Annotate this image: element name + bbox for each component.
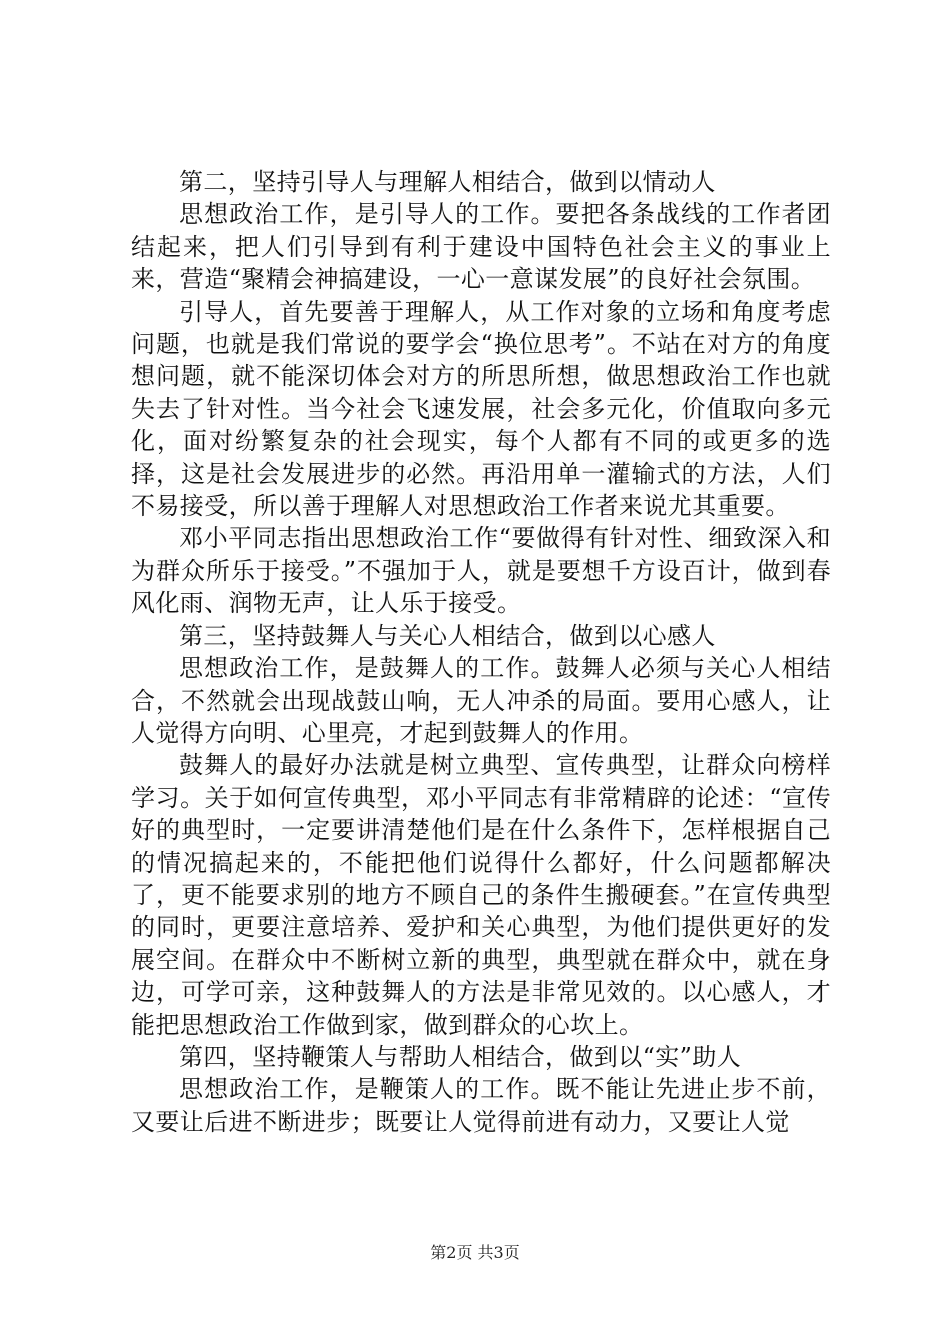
paragraph: 邓小平同志指出思想政治工作“要做得有针对性、细致深入和为群众所乐于接受。”不强加于人，就是要想千方设百计，做到春风化雨、润物无声，让人乐于接受。	[131, 524, 831, 618]
paragraph: 思想政治工作，是鼓舞人的工作。鼓舞人必须与关心人相结合，不然就会出现战鼓山响，无人冲杀的局面。要用心感人，让人觉得方向明、心里亮，才起到鼓舞人的作用。	[131, 654, 831, 747]
document-body	[131, 166, 831, 1138]
heading-point-two: 第二，坚持引导人与理解人相结合，做到以情动人	[179, 168, 716, 196]
heading-point-four: 第四，坚持鞭策人与帮助人相结合，做到以“实”助人	[179, 1042, 742, 1071]
page-number-footer: 第2页 共3页	[430, 1243, 520, 1262]
paragraph: 引导人，首先要善于理解人，从工作对象的立场和角度考虑问题，也就是我们常说的要学会“换位思考”。不站在对方的角度想问题，就不能深切体会对方的所思所想，做思想政治工作也就失去了针对性。当今社会飞速发展，社会多元化，价值取向多元化，面对纷繁复杂的社会现实，每个人都有不同的或更多的选择，这是社会发展进步的必然。再沿用单一灌输式的方法，人们不易接受，所以善于理解人对思想政治工作者来说尤其重要。	[131, 297, 831, 521]
paragraph: 鼓舞人的最好办法就是树立典型、宣传典型，让群众向榜样学习。关于如何宣传典型，邓小平同志有非常精辟的论述：“宣传好的典型时，一定要讲清楚他们是在什么条件下，怎样根据自己的情况搞起来的，不能把他们说得什么都好，什么问题都解决了，更不能要求别的地方不顾自己的条件生搬硬套。”在宣传典型的同时，更要注意培养、爱护和关心典型，为他们提供更好的发展空间。在群众中不断树立新的典型，典型就在群众中，就在身边，可学可亲，这种鼓舞人的方法是非常见效的。以心感人，才能把思想政治工作做到家，做到群众的心坎上。	[131, 751, 831, 1039]
paragraph: 思想政治工作，是引导人的工作。要把各条战线的工作者团结起来，把人们引导到有利于建设中国特色社会主义的事业上来，营造“聚精会神搞建设，一心一意谋发展”的良好社会氛围。	[131, 200, 831, 294]
heading-point-three: 第三，坚持鼓舞人与关心人相结合，做到以心感人	[179, 621, 716, 650]
paragraph: 思想政治工作，是鞭策人的工作。既不能让先进止步不前，又要让后进不断进步；既要让人觉得前进有动力，又要让人觉	[131, 1075, 831, 1136]
